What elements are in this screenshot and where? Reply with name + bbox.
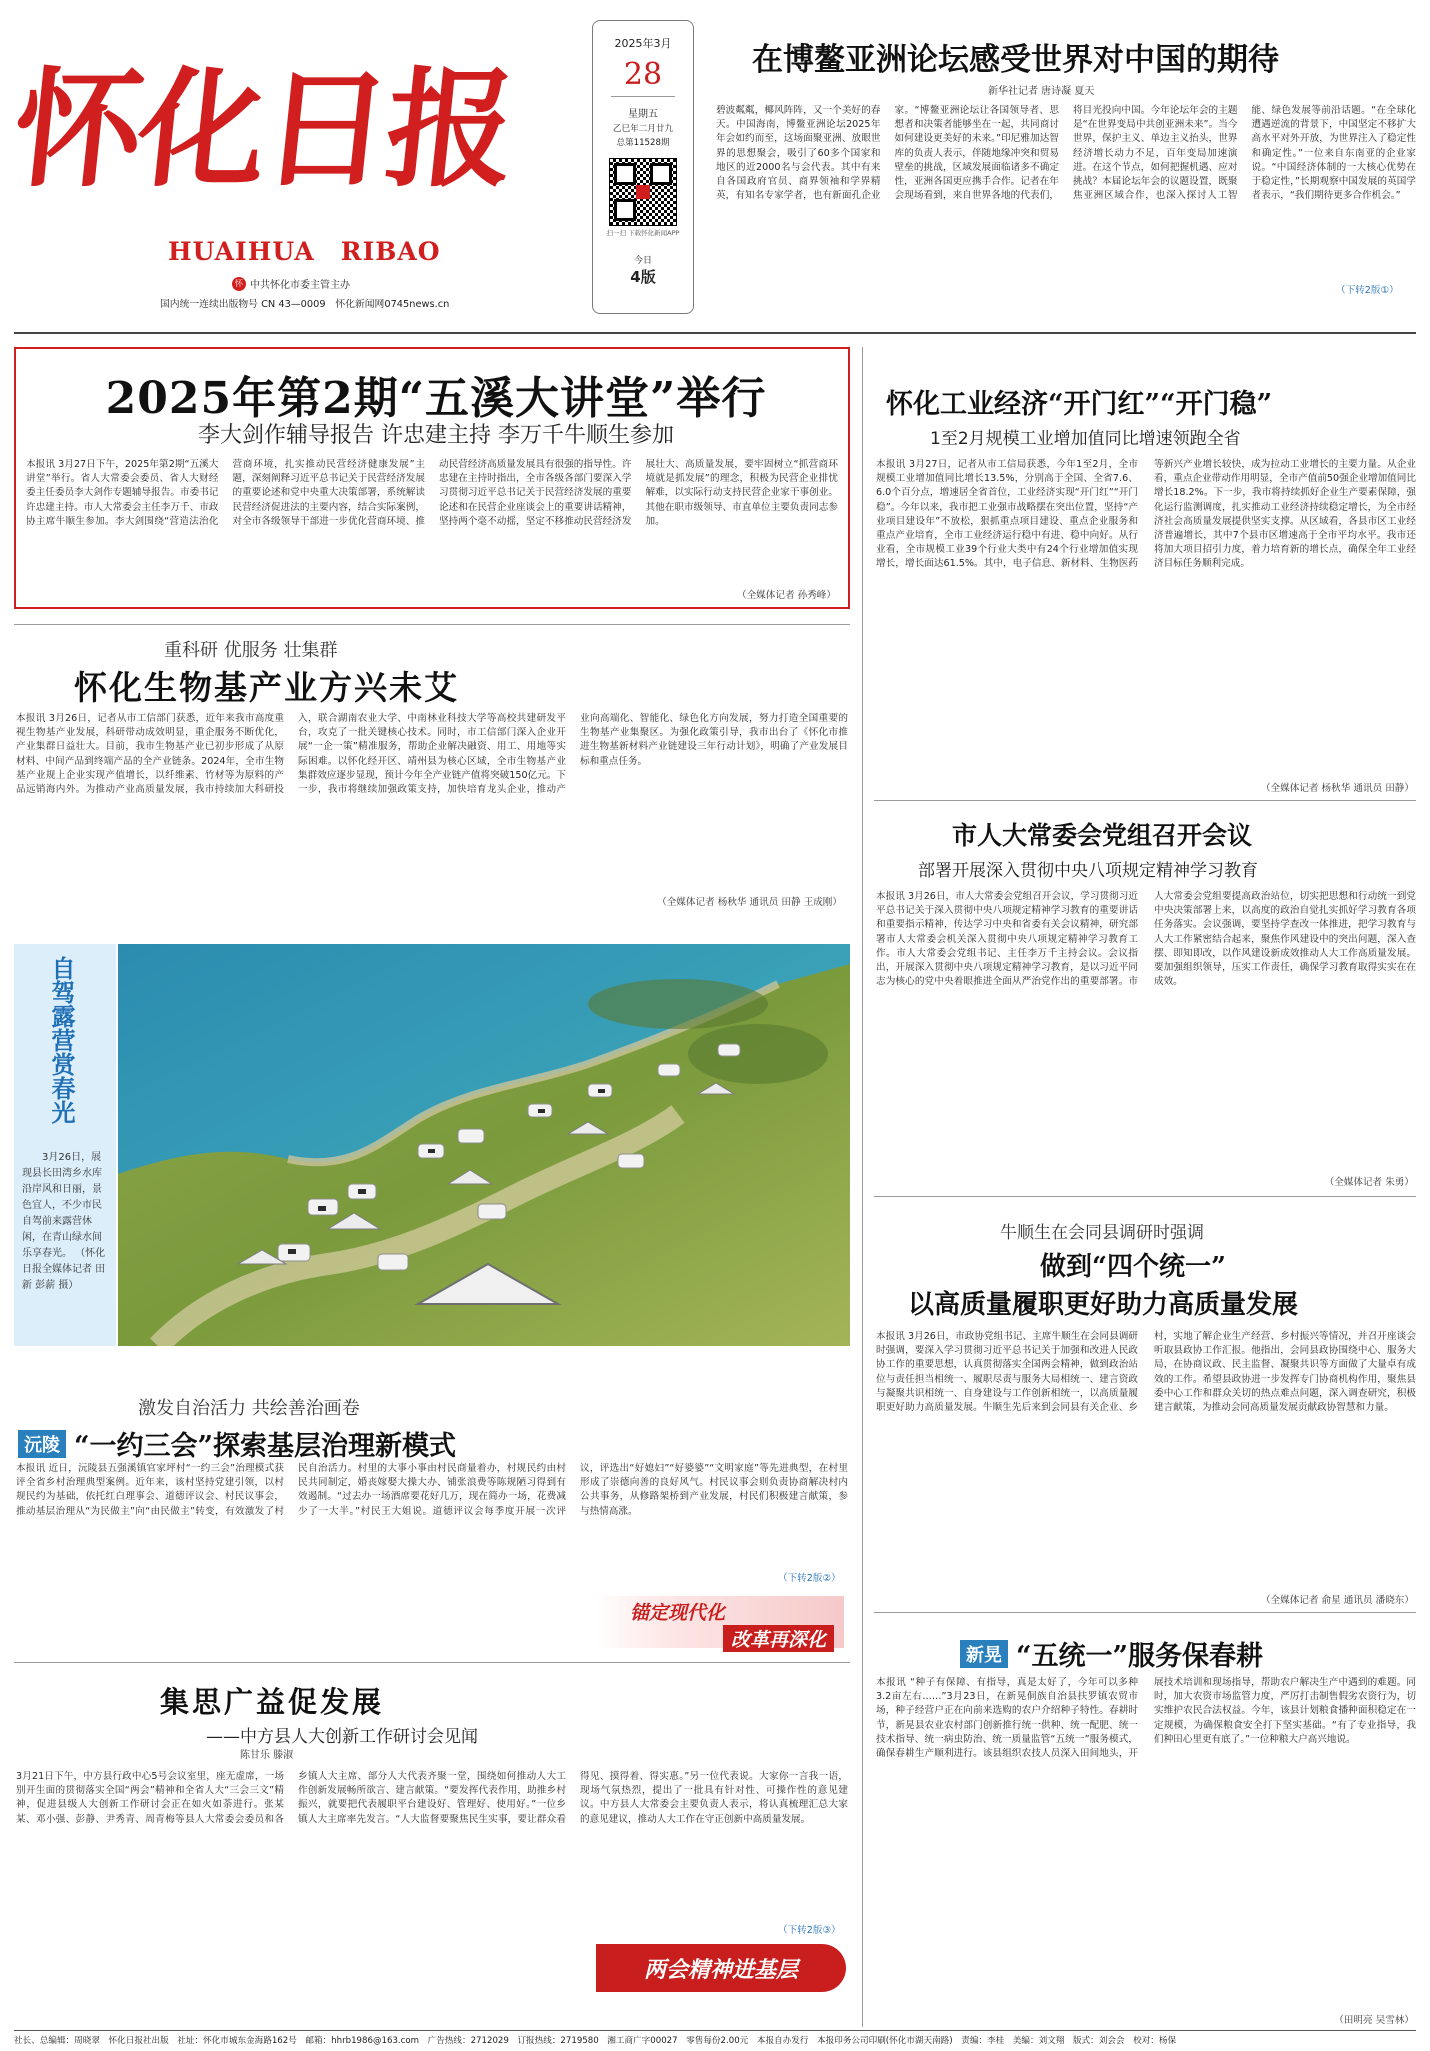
date-issue: 总第11528期 bbox=[616, 138, 670, 148]
industry-headline: 怀化工业经济“开门红”“开门稳” bbox=[886, 389, 1273, 420]
bio-body: 本报讯 3月26日，记者从市工信部门获悉，近年来我市高度重视生物基产业发展，科研带动成效明显，重企服务不断优化，产业集群日益壮大。目前，我市生物基产业已初步形成了从原材料、中间产品到终端产品的全产业链条。2024年，全市生物基产业规上企业实现产值增长，以纤维素、竹材等为原料的产品远销海内外。为推动产业高质量发展，我市持续加大科研投入，联合湖南农业大学、中南林业科技大学等高校共建研发平台，攻克了一批关键核心技术。同时，市工信部门深入企业开展“一企一策”精准服务，帮助企业解决融资、用工、用地等实际困难。以怀化经开区、靖州县为核心区域，全市生物基产业集群效应逐步显现，预计今年全产业链产值将突破150亿元。下一步，我市将继续加强政策支持，加快培育龙头企业，推动产业向高端化、智能化、绿色化方向发展，努力打造全国重要的生物基产业集聚区。为强化政策引导，我市出台了《怀化市推进生物基新材料产业链建设三年行动计划》，明确了产业发展目标和重点任务。 bbox=[16, 713, 848, 796]
wuxi-body: 本报讯 3月27日下午，2025年第2期“五溪大讲堂”举行。省人大常委会委员、省人大财经委主任委员李大剑作专题辅导报告。市委书记许忠建主持。市人大常委会主任李万千、市政协主席牛顺生参加。李大剑围绕“营造法治化营商环境，扎实推动民营经济健康发展”主题，深刻阐释习近平总书记关于民营经济发展的重要论述和党中央重大决策部署，系统解读民营经济促进法的主要内容，结合实际案例，对全市各级领导干部进一步优化营商环境、推动民营经济高质量发展具有很强的指导性。许忠建在主持时指出，全市各级各部门要深入学习贯彻习近平总书记关于民营经济发展的重要论述和在民营企业座谈会上的重要讲话精神，坚持两个毫不动摇，坚定不移推动民营经济发展壮大、高质量发展，要牢固树立“抓营商环境就是抓发展”的理念，积极为民营企业排忧解难，以实际行动支持民营企业家干事创业。其他在职市级领导、市直单位主要负责同志参加。 bbox=[26, 459, 838, 527]
photo-feature-credit: （怀化日报全媒体记者 田新 彭薪 摄） bbox=[22, 1248, 106, 1291]
party-emblem-icon: 怀 bbox=[232, 277, 246, 291]
wuxi-headline: 2025年第2期“五溪大讲堂”举行 bbox=[105, 373, 767, 424]
date-box bbox=[592, 20, 694, 314]
zhongfang-headline: 集思广益促发展 bbox=[160, 1685, 385, 1719]
reform-banner bbox=[594, 1596, 844, 1651]
yiyue-headline-row bbox=[18, 1424, 456, 1463]
boao-continued[interactable]: （下转2版①） bbox=[1336, 285, 1399, 296]
today-label: 今日 bbox=[633, 256, 652, 266]
wutongyi-sign: （田明亮 吴雪林） bbox=[1334, 2015, 1414, 2026]
wuxi-subtitle: 李大剑作辅导报告 许忠建主持 李万千牛顺生参加 bbox=[198, 423, 674, 448]
niu-body: 本报讯 3月26日，市政协党组书记、主席牛顺生在会同县调研时强调，要深入学习贯彻习近平总书记关于加强和改进人民政协工作的重要思想，认真贯彻落实全国两会精神，做到政治站位与责任担当相统一、履职尽责与服务大局相统一、建言资政与凝聚共识相统一、自身建设与工作创新相统一，以高质量履职更好助力高质量发展。牛顺生先后来到会同县有关企业、乡村，实地了解企业生产经营、乡村振兴等情况，并召开座谈会听取县政协工作汇报。他指出，会同县政协围绕中心、服务大局，在协商议政、民主监督、凝聚共识等方面做了大量卓有成效的工作。希望县政协进一步发挥专门协商机构作用，聚焦县委中心工作和群众关切的热点难点问题，深入调查研究，积极建言献策，为推动会同高质量发展贡献政协智慧和力量。 bbox=[876, 1331, 1416, 1414]
bio-sign: （全媒体记者 杨秋华 通讯员 田静 王成刚） bbox=[657, 897, 842, 908]
masthead-logo: 怀化日报 bbox=[6, 55, 519, 205]
npc-sign: （全媒体记者 朱勇） bbox=[1324, 1177, 1414, 1188]
boao-headline: 在博鳌亚洲论坛感受世界对中国的期待 bbox=[752, 42, 1279, 78]
qr-caption: 扫一扫 下载怀化新闻APP bbox=[606, 229, 680, 237]
campsite-photo[interactable] bbox=[118, 944, 850, 1346]
zhongfang-continued[interactable]: （下转2版③） bbox=[778, 1925, 841, 1936]
yiyue-continued[interactable]: （下转2版②） bbox=[778, 1573, 841, 1584]
qr-code[interactable] bbox=[609, 158, 677, 226]
photo-feature-title: 自驾露营赏春光 bbox=[47, 956, 76, 1124]
yiyue-kicker: 激发自治活力 共绘善治画卷 bbox=[138, 1398, 360, 1419]
zhongfang-subtitle: ——中方县人大创新工作研讨会见闻 bbox=[206, 1727, 478, 1747]
footer-bar: 社长、总编辑：周晓翠 怀化日报社出版 社址：怀化市城东金海路162号 邮箱：hhrb1986@163.com 广告热线：2712029 订报热线：2719580 湘工商广字00027 零售每份2.00元 本报自办发行 本报印务公司印刷(怀化市湖天南路) 责编：李桂 美编：刘文翔 版式：刘会会 校对：杨保 bbox=[14, 2036, 1177, 2046]
bio-kicker: 重科研 优服务 壮集群 bbox=[164, 640, 338, 661]
niu-headline-line2: 以高质量履职更好助力高质量发展 bbox=[908, 1290, 1299, 1320]
lianghui-banner-text: 两会精神进基层 bbox=[643, 1956, 798, 1983]
registration-line: 国内统一连续出版物号 CN 43—0009 怀化新闻网0745news.cn bbox=[160, 299, 450, 310]
publisher-line bbox=[232, 276, 350, 291]
boao-byline: 新华社记者 唐诗凝 夏天 bbox=[988, 86, 1095, 97]
yiyue-headline: “一约三会”探索基层治理新模式 bbox=[74, 1431, 457, 1462]
photo-feature-caption: 3月26日，展现县长田湾乡水库沿岸风和日丽，景色宜人，不少市民自驾前来露营休闲，在青山绿水间乐享春光。 （怀化日报全媒体记者 田新 彭薪 摄） bbox=[22, 1152, 106, 1291]
industry-body: 本报讯 3月27日，记者从市工信局获悉，今年1至2月，全市规模工业增加值同比增长13.5%，分别高于全国、全省7.6、6.0个百分点，增速居全省首位，工业经济实现“开门红”“开门稳”。今年以来，我市把工业强市战略摆在突出位置，坚持“产业项目建设年”不放松，狠抓重点项目建设、重点企业服务和重点产业培育，全市工业经济运行稳中有进、稳中向好。从行业看，全市规模工业39个行业大类中有24个行业增加值实现增长，增长面达61.5%。其中，电子信息、新材料、生物医药等新兴产业增长较快，成为拉动工业增长的主要力量。从企业看，重点企业带动作用明显，全市产值前50强企业增加值同比增长18.2%。下一步，我市将持续抓好企业生产要素保障，强化运行监测调度，扎实推动工业经济持续稳定增长，为全市经济社会高质量发展提供坚实支撑。从区域看，各县市区工业经济普遍增长，其中7个县市区增速高于全市平均水平。我市还将加大项目招引力度，着力培育新的增长点，确保全年工业经济目标任务顺利完成。 bbox=[876, 459, 1416, 570]
reform-banner-line1: 锚定现代化 bbox=[630, 1602, 726, 1624]
industry-sign: （全媒体记者 杨秋华 通讯员 田静） bbox=[1260, 783, 1414, 794]
niu-kicker: 牛顺生在会同县调研时强调 bbox=[1000, 1223, 1204, 1243]
npc-headline: 市人大常委会党组召开会议 bbox=[952, 821, 1253, 850]
zhongfang-body: 3月21日下午，中方县行政中心5号会议室里，座无虚席，一场别开生面的贯彻落实全国“两会”精神和全省人大“三会三文”精神，促进县级人大创新工作研讨会正在如火如荼进行。张某某、邓小强、彭静、尹秀青、周青梅等县人大常委会委员和各乡镇人大主席、部分人大代表齐聚一堂，围绕如何推动人大工作创新发展畅所欲言、建言献策。“要发挥代表作用，助推乡村振兴，就要把代表履职平台建设好、管理好、使用好。”一位乡镇人大主席率先发言。“人大监督要聚焦民生实事，要让群众看得见、摸得着、得实惠。”另一位代表说。大家你一言我一语，现场气氛热烈，提出了一批具有针对性、可操作性的意见建议。中方县人大常委会主要负责人表示，将认真梳理汇总大家的意见建议，推动人大工作在守正创新中高质量发展。 bbox=[16, 1771, 848, 1825]
date-lunar: 乙巳年二月廿九 bbox=[612, 124, 674, 134]
publisher-text: 中共怀化市委主管主办 bbox=[250, 280, 350, 291]
wutongyi-headline: “五统一”服务保春耕 bbox=[1016, 1641, 1264, 1672]
bio-headline: 怀化生物基产业方兴未艾 bbox=[74, 668, 459, 707]
npc-subtitle: 部署开展深入贯彻中央八项规定精神学习教育 bbox=[918, 861, 1258, 881]
masthead-pinyin: HUAIHUA RIBAO bbox=[168, 237, 441, 266]
lianghui-banner bbox=[596, 1944, 846, 1992]
niu-sign: （全媒体记者 俞星 通讯员 潘晓东） bbox=[1260, 1595, 1414, 1606]
niu-headline-line1: 做到“四个统一” bbox=[1040, 1252, 1226, 1282]
zhongfang-byline: 陈甘乐 滕淑 bbox=[240, 1750, 294, 1761]
county-tag-xinhuang: 新晃 bbox=[960, 1640, 1008, 1668]
edition-count: 4版 bbox=[630, 268, 656, 286]
date-weekday: 星期五 bbox=[628, 109, 658, 120]
wutongyi-body: 本报讯 “种子有保障、有指导，真是太好了，今年可以多种3.2亩左右……”3月23日，在新晃侗族自治县扶罗镇农贸市场，种子经营户正在向前来选购的农户介绍种子特性。春耕时节，新晃县农业农村部门创新推行统一供种、统一配肥、统一技术指导、统一病虫防治、统一质量监管“五统一”服务模式，确保春耕生产顺利进行。该县组织农技人员深入田间地头，开展技术培训和现场指导，帮助农户解决生产中遇到的难题。同时，加大农资市场监管力度，严厉打击制售假劣农资行为，切实维护农民合法权益。今年，该县计划粮食播种面积稳定在一定规模，为确保粮食安全打下坚实基础。“有了专业指导，我们种田心里更有底了。”一位种粮大户高兴地说。 bbox=[876, 1677, 1416, 1760]
boao-body: 碧波粼粼，椰风阵阵，又一个美好的春天。中国海南，博鳌亚洲论坛2025年年会如约而至，这场面聚亚洲、放眼世界的思想聚会，吸引了60多个国家和地区的近2000名与会代表。其中有来自各国政府官员、商界领袖和学界精英，有知名专家学者，也有新面孔企业家。“博鳌亚洲论坛让各国领导者、思想者和决策者能够坐在一起，共同商讨如何建设更美好的未来。”印尼雅加达智库的负责人表示，伴随地缘冲突和贸易壁垒的挑战，区域发展面临诸多不确定性，亚洲各国更应携手合作。记者在年会现场看到，来自世界各地的代表们，将目光投向中国。今年论坛年会的主题是“在世界变局中共创亚洲未来”。当今世界，保护主义、单边主义抬头，世界经济增长动力不足，百年变局加速演进。在这个节点，如何把握机遇、应对挑战？本届论坛年会的议题设置，既聚焦亚洲区域合作，也深入探讨人工智能、绿色发展等前沿话题。“在全球化遭遇逆流的背景下，中国坚定不移扩大高水平对外开放，为世界注入了稳定性和确定性。”一位来自东南亚的企业家说。“中国经济体制的一大核心优势在于稳定性，”长期观察中国发展的英国学者表示，“我们期待更多合作机会。” bbox=[716, 105, 1416, 202]
industry-subtitle: 1至2月规模工业增加值同比增速领跑全省 bbox=[930, 429, 1241, 449]
npc-body: 本报讯 3月26日，市人大常委会党组召开会议，学习贯彻习近平总书记关于深入贯彻中央八项规定精神学习教育的重要讲话和重要指示精神，传达学习中央和省委有关会议精神，研究部署市人大常委会机关深入贯彻中央八项规定精神学习教育工作。市人大常委会党组书记、主任李万千主持会议。会议指出，开展深入贯彻中央八项规定精神学习教育，是以习近平同志为核心的党中央着眼推进全面从严治党作出的重要部署。市人大常委会党组要提高政治站位，切实把思想和行动统一到党中央决策部署上来，以高度的政治自觉扎实抓好学习教育各项任务落实。会议强调，要坚持学查改一体推进，把学习教育与人大工作紧密结合起来，聚焦作风建设中的突出问题，深入查摆、即知即改，以作风建设新成效推动人大工作高质量发展。要加强组织领导，压实工作责任，确保学习教育取得实实在在成效。 bbox=[876, 891, 1416, 988]
reform-banner-line2: 改革再深化 bbox=[723, 1625, 834, 1652]
date-year-month: 2025年3月 bbox=[614, 37, 672, 50]
wuxi-sign: （全媒体记者 孙秀峰） bbox=[737, 590, 836, 601]
county-tag-yuanling: 沅陵 bbox=[18, 1430, 66, 1458]
yiyue-body: 本报讯 近日，沅陵县五强溪镇官家坪村“一约三会”治理模式获评全省乡村治理典型案例。近年来，该村坚持党建引领，以村规民约为基础，依托红白理事会、道德评议会、村民议事会，推动基层治理从“为民做主”向“由民做主”转变，有效激发了村民自治活力。村里的大事小事由村民商量着办，村规民约由村民共同制定，婚丧嫁娶大操大办、铺张浪费等陈规陋习得到有效遏制。“过去办一场酒席要花好几万，现在简办一场，花费减少了一大半。”村民王大姐说。道德评议会每季度开展一次评议，评选出“好媳妇”“好婆婆”“文明家庭”等先进典型，在村里形成了崇德向善的良好风气。村民议事会则负责协商解决村内公共事务，从修路架桥到产业发展，村民们积极建言献策，参与热情高涨。 bbox=[16, 1463, 848, 1517]
date-day: 28 bbox=[611, 57, 675, 97]
wutongyi-headline-row bbox=[960, 1634, 1263, 1673]
